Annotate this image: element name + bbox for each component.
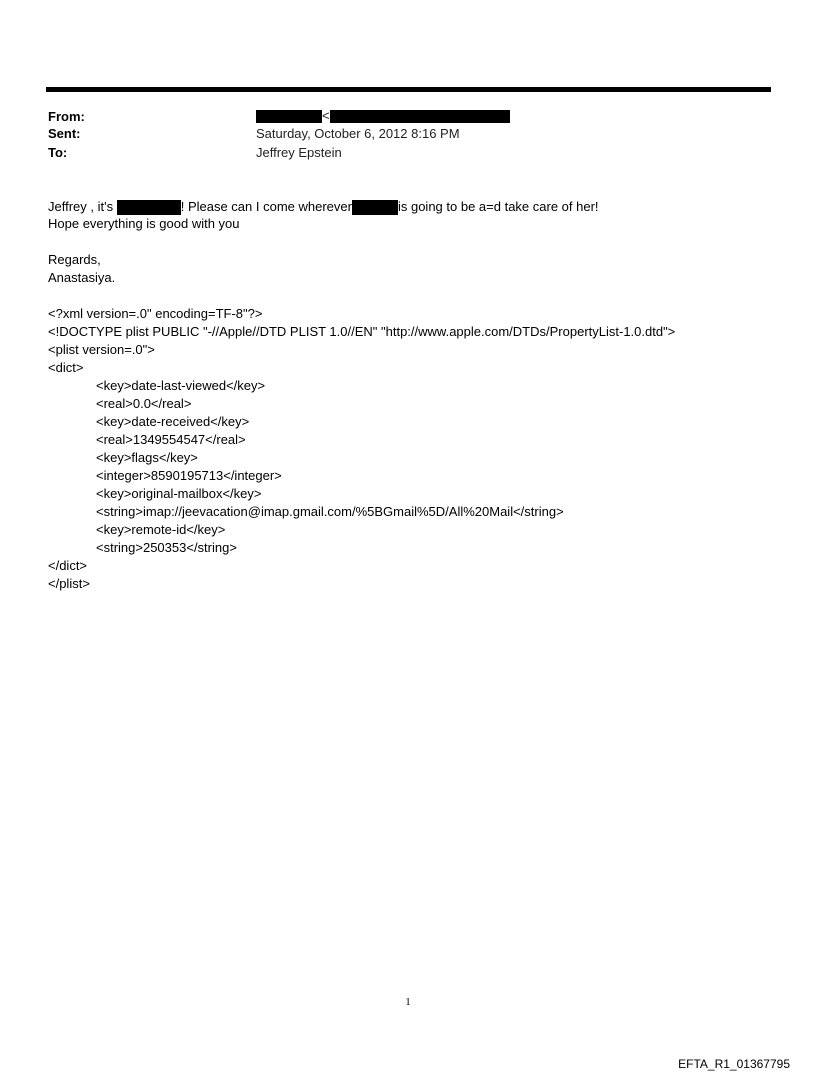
sent-value: Saturday, October 6, 2012 8:16 PM	[256, 126, 460, 141]
plist-line: <string>imap://jeevacation@imap.gmail.com/%5BGmail%5D/All%20Mail</string>	[96, 504, 564, 519]
redaction-box	[256, 110, 322, 123]
redaction-box	[352, 200, 398, 215]
header-rule	[46, 87, 771, 92]
to-label: To:	[48, 145, 68, 160]
from-value	[256, 108, 510, 124]
plist-line: <key>flags</key>	[96, 450, 198, 465]
plist-line: <key>remote-id</key>	[96, 522, 226, 537]
plist-line: <key>original-mailbox</key>	[96, 486, 262, 501]
from-label: From:	[48, 109, 85, 124]
plist-line: <?xml version=.0" encoding=TF-8"?>	[48, 306, 263, 321]
plist-line: <!DOCTYPE plist PUBLIC "-//Apple//DTD PLIST 1.0//EN" "http://www.apple.com/DTDs/PropertyList-1.0.dtd">	[48, 324, 676, 339]
redaction-box	[117, 200, 181, 215]
message-text: is going to be a=d take care of her!	[397, 199, 599, 214]
plist-line: <integer>8590195713</integer>	[96, 468, 282, 483]
plist-line: <plist version=.0">	[48, 342, 155, 357]
document-id: EFTA_R1_01367795	[678, 1057, 790, 1071]
message-line-1	[48, 199, 599, 215]
regards-line: Regards,	[48, 252, 101, 267]
plist-line: <dict>	[48, 360, 84, 375]
page-number: 1	[405, 996, 411, 1008]
plist-line: <key>date-received</key>	[96, 414, 250, 429]
from-separator: <	[322, 108, 330, 123]
plist-line: </plist>	[48, 576, 90, 591]
plist-line: <real>0.0</real>	[96, 396, 192, 411]
sent-label: Sent:	[48, 126, 81, 141]
message-text: ! Please can I come wherever	[180, 199, 352, 214]
message-line-2: Hope everything is good with you	[48, 216, 240, 231]
message-text: Jeffrey , it's	[48, 199, 117, 214]
plist-line: <string>250353</string>	[96, 540, 237, 555]
plist-line: <real>1349554547</real>	[96, 432, 246, 447]
signature-line: Anastasiya.	[48, 270, 116, 285]
to-value: Jeffrey Epstein	[256, 145, 342, 160]
redaction-box	[330, 110, 510, 123]
plist-line: <key>date-last-viewed</key>	[96, 378, 266, 393]
plist-line: </dict>	[48, 558, 88, 573]
